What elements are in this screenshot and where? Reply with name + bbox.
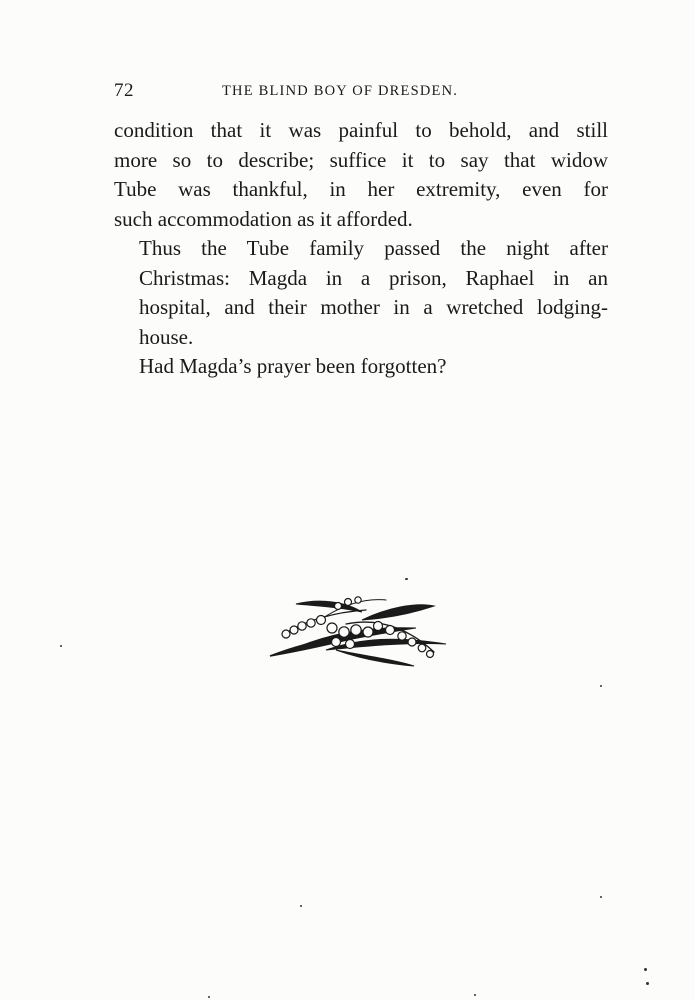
- page-number: 72: [114, 80, 134, 101]
- paragraph: [114, 352, 608, 382]
- print-speck: [644, 968, 647, 971]
- paragraph: [114, 116, 608, 234]
- print-speck: [300, 905, 302, 907]
- print-speck: [646, 982, 649, 985]
- text-line: Had Magda’s prayer been forgotten?: [139, 354, 447, 378]
- text-line: such accommodation as it afforded.: [114, 206, 413, 231]
- body-text: [114, 116, 608, 382]
- text-line: more so to describe; suffice it to say that widow: [114, 147, 608, 172]
- text-line: Thus the Tube family passed the night after: [139, 236, 608, 260]
- text-line: condition that it was painful to behold, and still: [114, 118, 608, 142]
- print-speck: [405, 578, 408, 580]
- paragraph: [114, 234, 608, 352]
- print-speck: [600, 896, 602, 898]
- text-line: house.: [139, 324, 194, 349]
- text-line: Christmas: Magda in a prison, Raphael in an: [139, 265, 608, 290]
- print-speck: [60, 645, 62, 647]
- running-head: THE BLIND BOY OF DRESDEN.: [222, 83, 459, 99]
- text-line: Tube was thankful, in her extremity, even for: [114, 177, 608, 201]
- page-header: [114, 80, 608, 104]
- text-line: hospital, and their mother in a wretched lodging-: [139, 295, 608, 319]
- lily-of-the-valley-spray-icon: [266, 590, 452, 670]
- print-speck: [600, 685, 602, 687]
- print-speck: [208, 996, 210, 998]
- print-speck: [474, 994, 476, 996]
